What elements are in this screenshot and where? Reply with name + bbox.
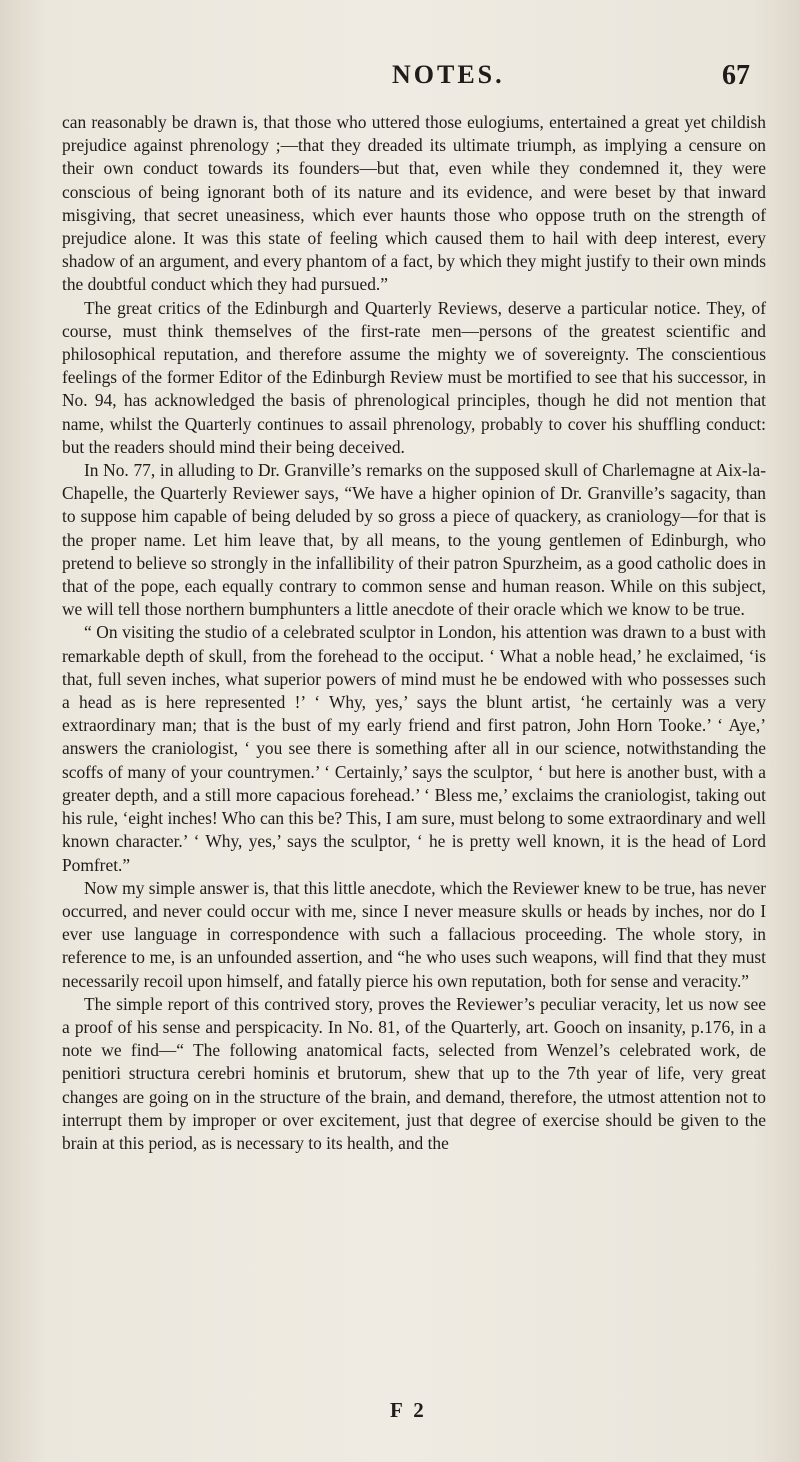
body-text xyxy=(62,111,766,1155)
running-head: NOTES. xyxy=(392,60,505,89)
page-header xyxy=(62,60,762,94)
paragraph-continuation: can reasonably be drawn is, that those who uttered those eulogiums, entertained a great yet childish prejudice against phrenology ;—that they dreaded its ultimate triumph, as implying a censure on their own conduct towards its founders—but that, even while they condemned it, they were conscious of being ignorant both of its nature and its evidence, and were beset by that inward misgiving, that secret uneasiness, which ever haunts those who oppose truth on the strength of prejudice alone. It was this state of feeling which caused them to hail with deep interest, every shadow of an argument, and every phantom of a fact, by which they might justify to their own minds the doubtful conduct which they had pursued.” xyxy=(62,112,766,295)
paragraph-anecdote: “ On visiting the studio of a celebrated sculptor in London, his attention was drawn to a bust with remarkable depth of skull, from the forehead to the occiput. ‘ What a noble head,’ he exclaimed, ‘is that, full seven inches, what superior powers of mind must he be endowed with who possesses such a head as is here represented !’ ‘ Why, yes,’ says the blunt artist, ‘he certainly was a very extraordinary man; that is the bust of my early friend and first patron, John Horn Tooke.’ ‘ Aye,’ answers the craniologist, ‘ you see there is something after all in our science, notwithstanding the scoffs of many of your countrymen.’ ‘ Certainly,’ says the sculptor, ‘ but here is another bust, with a greater depth, and a still more capacious forehead.’ ‘ Bless me,’ exclaims the craniologist, taking out his rule, ‘eight inches! Who can this be? This, I am sure, must belong to some extraordinary and well known character.’ ‘ Why, yes,’ says the sculptor, ‘ he is pretty well known, it is the head of Lord Pomfret.” xyxy=(62,622,766,875)
paragraph-charlemagne: In No. 77, in alluding to Dr. Granville’s remarks on the supposed skull of Charlemagne at Aix-la-Chapelle, the Quarterly Reviewer says, “We have a higher opinion of Dr. Granville’s sagacity, than to suppose him capable of being deluded by so gross a piece of quackery, as craniology—for that is the proper name. Let him leave that, by all means, to the young gentlemen of Edinburgh, who pretend to believe so strongly in the infallibility of their patron Spurzheim, as a good catholic does in that of the pope, each equally contrary to common sense and human reason. While on this subject, we will tell those northern bumphunters a little anecdote of their oracle which we know to be true. xyxy=(62,460,766,620)
paragraph-reviews: The great critics of the Edinburgh and Quarterly Reviews, deserve a particular notice. They, of course, must think themselves of the first-rate men—persons of the greatest scientific and philosophical reputation, and therefore assume the mighty we of sovereignty. The conscientious feelings of the former Editor of the Edinburgh Review must be mortified to see that his successor, in No. 94, has acknowledged the basis of phrenological principles, though he did not mention that name, whilst the Quarterly continues to assail phrenology, probably to cover his shuffling conduct: but the readers should mind their being deceived. xyxy=(62,297,766,457)
paragraph-report: The simple report of this contrived story, proves the Reviewer’s peculiar veracity, let us now see a proof of his sense and perspicacity. In No. 81, of the Quarterly, art. Gooch on insanity, p.176, in a note we find—“ The following anatomical facts, selected from Wenzel’s celebrated work, de penitiori structura cerebri hominis et brutorum, shew that up to the 7th year of life, very great changes are going on in the structure of the brain, and demand, therefore, the utmost attention not to interrupt them by improper or over excitement, just that degree of exercise should be given to the brain at this period, as is necessary to its health, and the xyxy=(62,993,766,1153)
signature-mark: F 2 xyxy=(390,1398,427,1422)
paragraph-answer: Now my simple answer is, that this little anecdote, which the Reviewer knew to be true, has never occurred, and never could occur with me, since I never measure skulls or heads by inches, nor do I ever use language in correspondence with such a fallacious proceeding. The whole story, in reference to me, is an unfounded assertion, and “he who uses such weapons, will find that they must necessarily recoil upon himself, and fatally pierce his own reputation, both for sense and veracity.” xyxy=(62,877,766,991)
page-number: 67 xyxy=(722,60,750,91)
